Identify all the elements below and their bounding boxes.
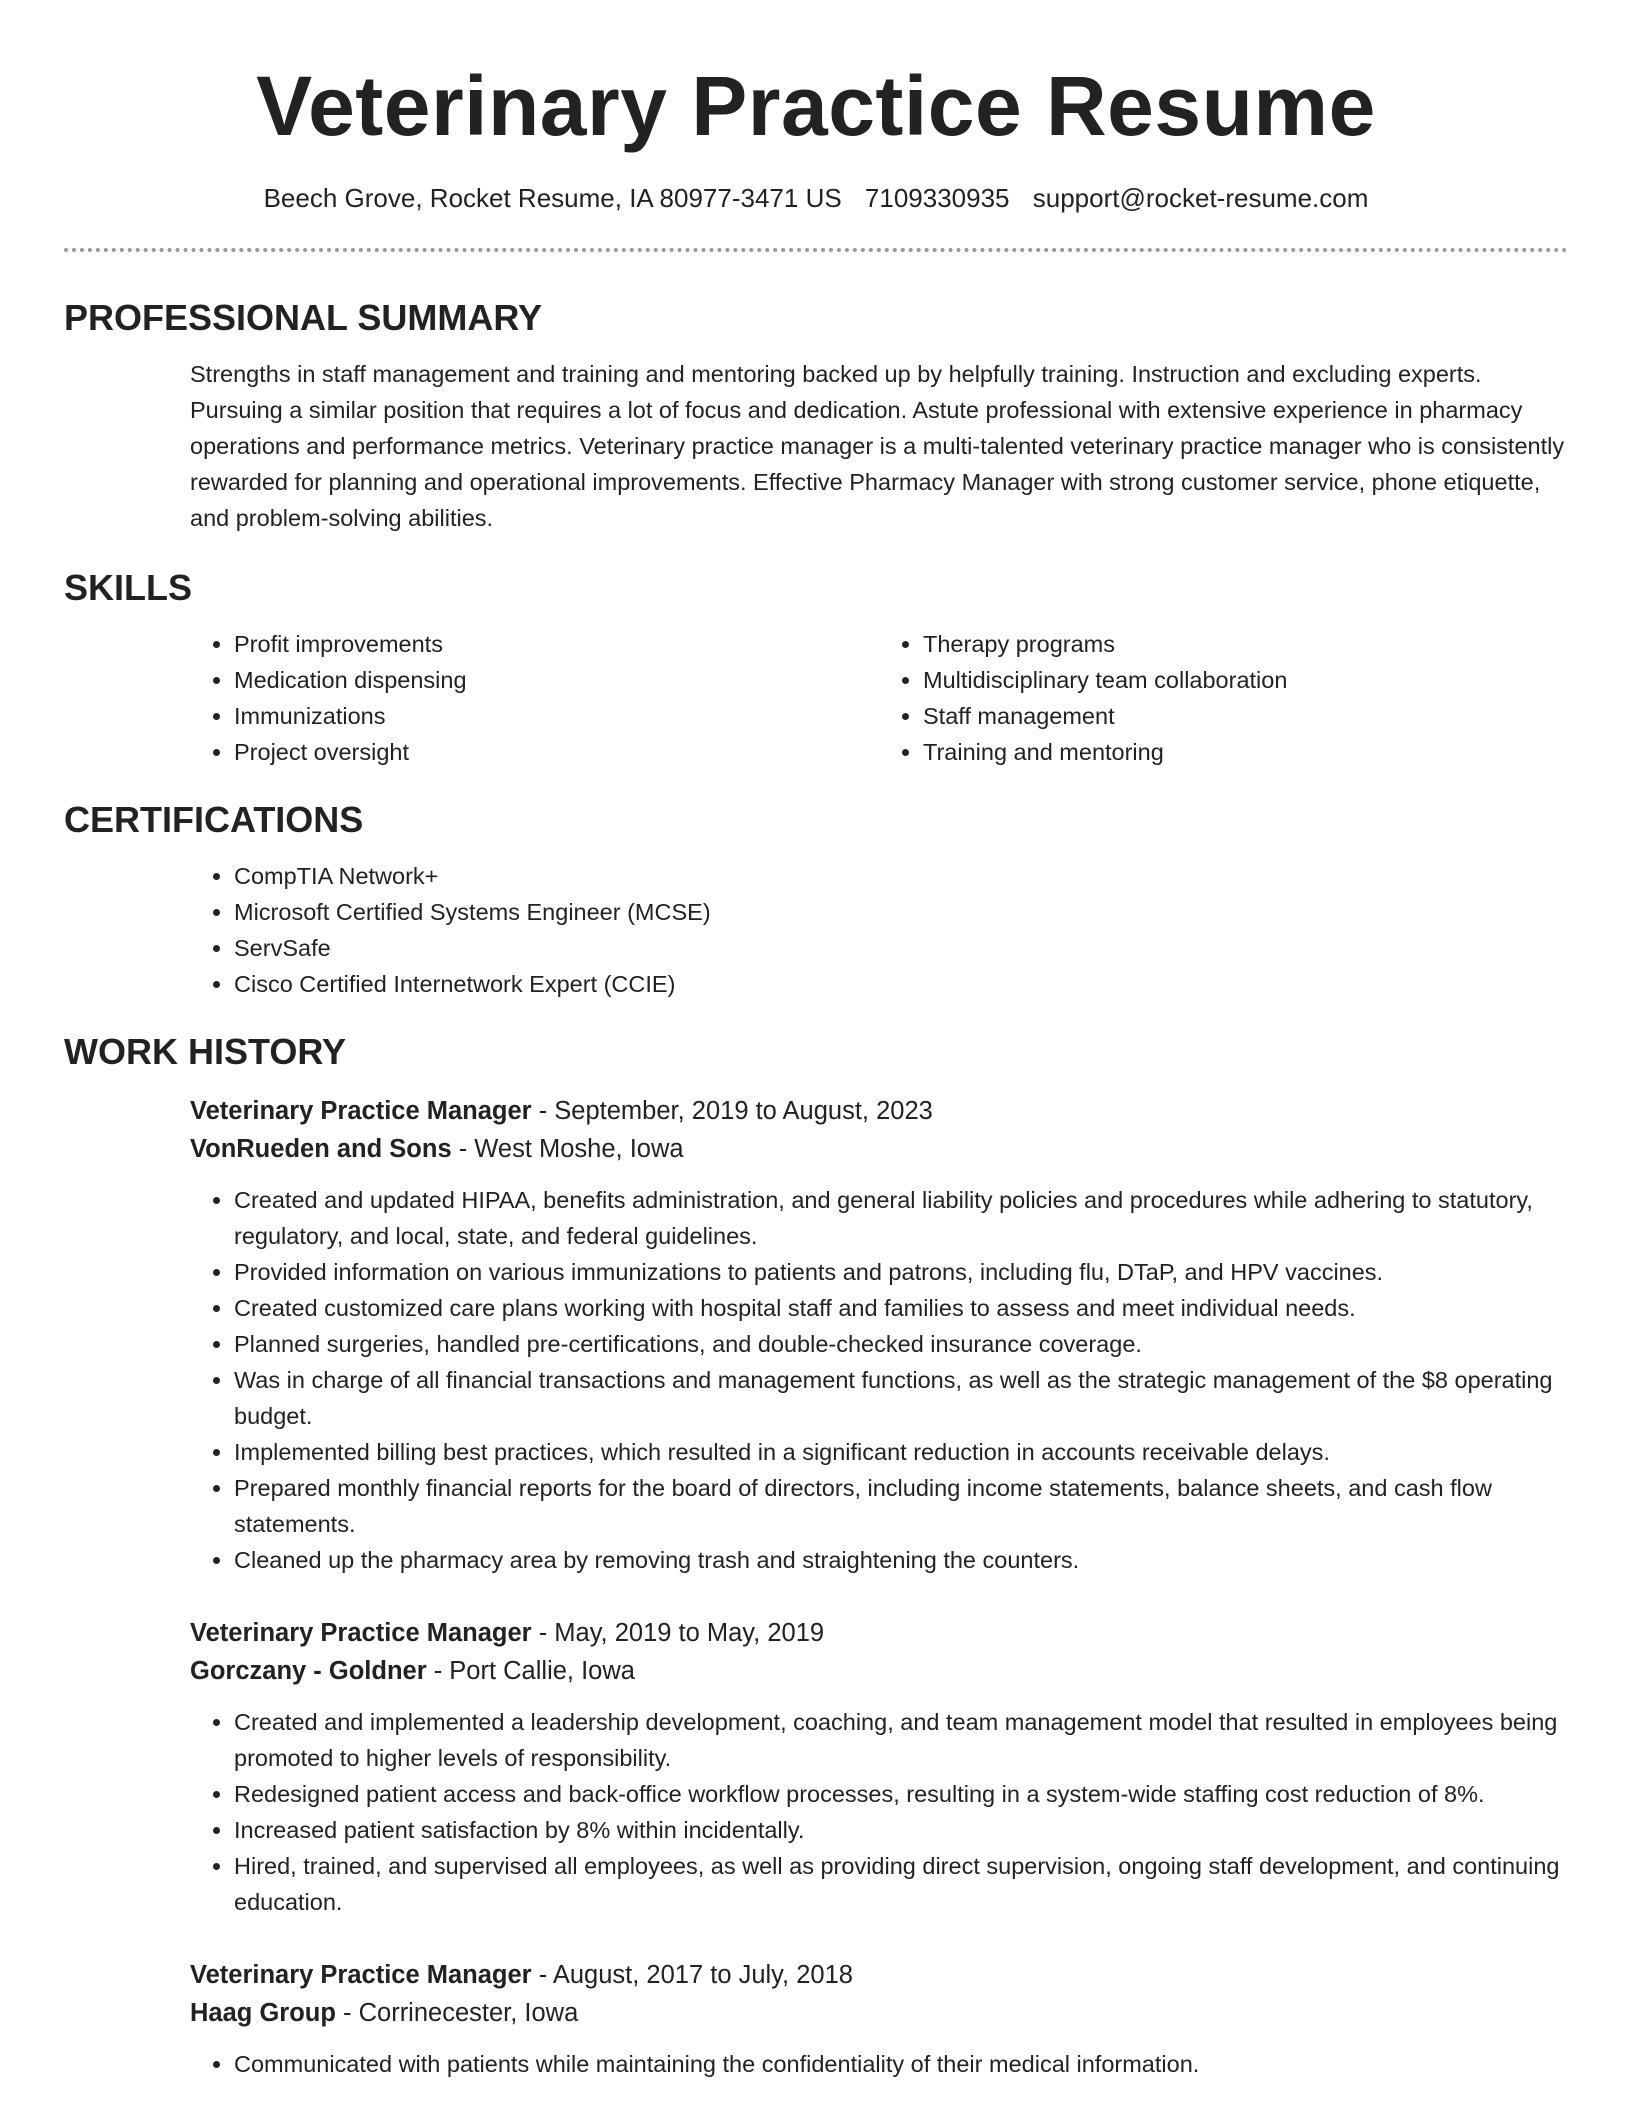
contact-phone: 7109330935 (864, 183, 1010, 213)
job-dates: - May, 2019 to May, 2019 (531, 1619, 825, 1647)
skill-item: • Immunizations (234, 698, 879, 734)
resume-title: Veterinary Practice Resume (256, 59, 1376, 153)
job-bullet: • Communicated with patients while maintaining the confidentiality of their medical information. (234, 2046, 1568, 2082)
job-role: Veterinary Practice Manager (190, 1961, 532, 1989)
skill-item: • Multidisciplinary team collaboration (923, 662, 1568, 698)
work-history-section (64, 1030, 1568, 2082)
job-company: Gorczany - Goldner (190, 1657, 427, 1685)
skill-item: • Staff management (923, 698, 1568, 734)
contact-address: Beech Grove, Rocket Resume, IA 80977-3471 US (263, 183, 842, 213)
skill-item: • Medication dispensing (234, 662, 879, 698)
certification-item: • Microsoft Certified Systems Engineer (MCSE) (234, 894, 1568, 930)
job-company-line (190, 1652, 1568, 1690)
job-entry (190, 1614, 1568, 1920)
job-location: - West Moshe, Iowa (451, 1135, 684, 1163)
skills-list-right (879, 626, 1568, 770)
work-history-heading: WORK HISTORY (64, 1031, 347, 1072)
job-company-line (190, 1130, 1568, 1168)
job-bullet: • Planned surgeries, handled pre-certifications, and double-checked insurance coverage. (234, 1326, 1568, 1362)
job-bullet: • Was in charge of all financial transactions and management functions, as well as the strategic management of the $8 operating budget. (234, 1362, 1568, 1434)
job-bullet: • Provided information on various immunizations to patients and patrons, including flu, DTaP, and HPV vaccines. (234, 1254, 1568, 1290)
job-bullet: • Increased patient satisfaction by 8% within incidentally. (234, 1812, 1568, 1848)
job-dates: - August, 2017 to July, 2018 (531, 1961, 853, 1989)
job-company: VonRueden and Sons (190, 1135, 452, 1163)
skill-item: • Profit improvements (234, 626, 879, 662)
job-role: Veterinary Practice Manager (190, 1619, 532, 1647)
job-bullet: • Redesigned patient access and back-office workflow processes, resulting in a system-wide staffing cost reduction of 8%. (234, 1776, 1568, 1812)
job-entry (190, 1956, 1568, 2082)
job-bullet: • Created and updated HIPAA, benefits administration, and general liability policies and procedures while adhering to statutory, regulatory, and local, state, and federal guidelines. (234, 1182, 1568, 1254)
job-bullet: • Implemented billing best practices, which resulted in a significant reduction in accounts receivable delays. (234, 1434, 1568, 1470)
skill-item: • Project oversight (234, 734, 879, 770)
certifications-list (190, 858, 1568, 1002)
job-company: Haag Group (190, 1999, 336, 2027)
contact-email: support@rocket-resume.com (1032, 183, 1369, 213)
contact-line (64, 180, 1568, 216)
job-title-line (190, 1614, 1568, 1652)
job-company-line (190, 1994, 1568, 2032)
job-bullet: • Created and implemented a leadership development, coaching, and team management model that resulted in employees being promoted to higher levels of responsibility. (234, 1704, 1568, 1776)
job-bullets (190, 2046, 1568, 2082)
resume-page (64, 0, 1568, 2082)
skills-heading: SKILLS (64, 567, 193, 608)
skills-list-left (190, 626, 879, 770)
skill-item: • Therapy programs (923, 626, 1568, 662)
job-bullets (190, 1704, 1568, 1920)
job-bullet: • Cleaned up the pharmacy area by removing trash and straightening the counters. (234, 1542, 1568, 1578)
certifications-section (64, 798, 1568, 1002)
job-location: - Port Callie, Iowa (426, 1657, 635, 1685)
certification-item: • CompTIA Network+ (234, 858, 1568, 894)
job-bullet: • Created customized care plans working with hospital staff and families to assess and meet individual needs. (234, 1290, 1568, 1326)
job-entry (190, 1092, 1568, 1578)
job-bullet: • Prepared monthly financial reports for the board of directors, including income statements, balance sheets, and cash flow statements. (234, 1470, 1568, 1542)
certification-item: • ServSafe (234, 930, 1568, 966)
skill-item: • Training and mentoring (923, 734, 1568, 770)
job-role: Veterinary Practice Manager (190, 1097, 532, 1125)
summary-heading: PROFESSIONAL SUMMARY (64, 297, 543, 338)
skills-grid (190, 626, 1568, 770)
certification-item: • Cisco Certified Internetwork Expert (CCIE) (234, 966, 1568, 1002)
job-location: - Corrinecester, Iowa (335, 1999, 579, 2027)
job-bullet: • Hired, trained, and supervised all employees, as well as providing direct supervision, ongoing staff development, and continuing education. (234, 1848, 1568, 1920)
job-dates: - September, 2019 to August, 2023 (531, 1097, 933, 1125)
certifications-heading: CERTIFICATIONS (64, 799, 364, 840)
job-title-line (190, 1092, 1568, 1130)
summary-text: Strengths in staff management and training and mentoring backed up by helpfully training. Instruction and excluding experts. Pursuing a similar position that requires a lot of focus and dedication. Astute professional with extensive experience in pharmacy operations and performance metrics. Veterinary practice manager is a multi-talented veterinary practice manager who is consistently rewarded for planning and operational improvements. Effective Pharmacy Manager with strong customer service, phone etiquette, and problem-solving abilities. (190, 361, 1565, 531)
header-divider (64, 248, 1568, 252)
summary-section (64, 296, 1568, 536)
job-title-line (190, 1956, 1568, 1994)
skills-section (64, 566, 1568, 770)
job-bullets (190, 1182, 1568, 1578)
